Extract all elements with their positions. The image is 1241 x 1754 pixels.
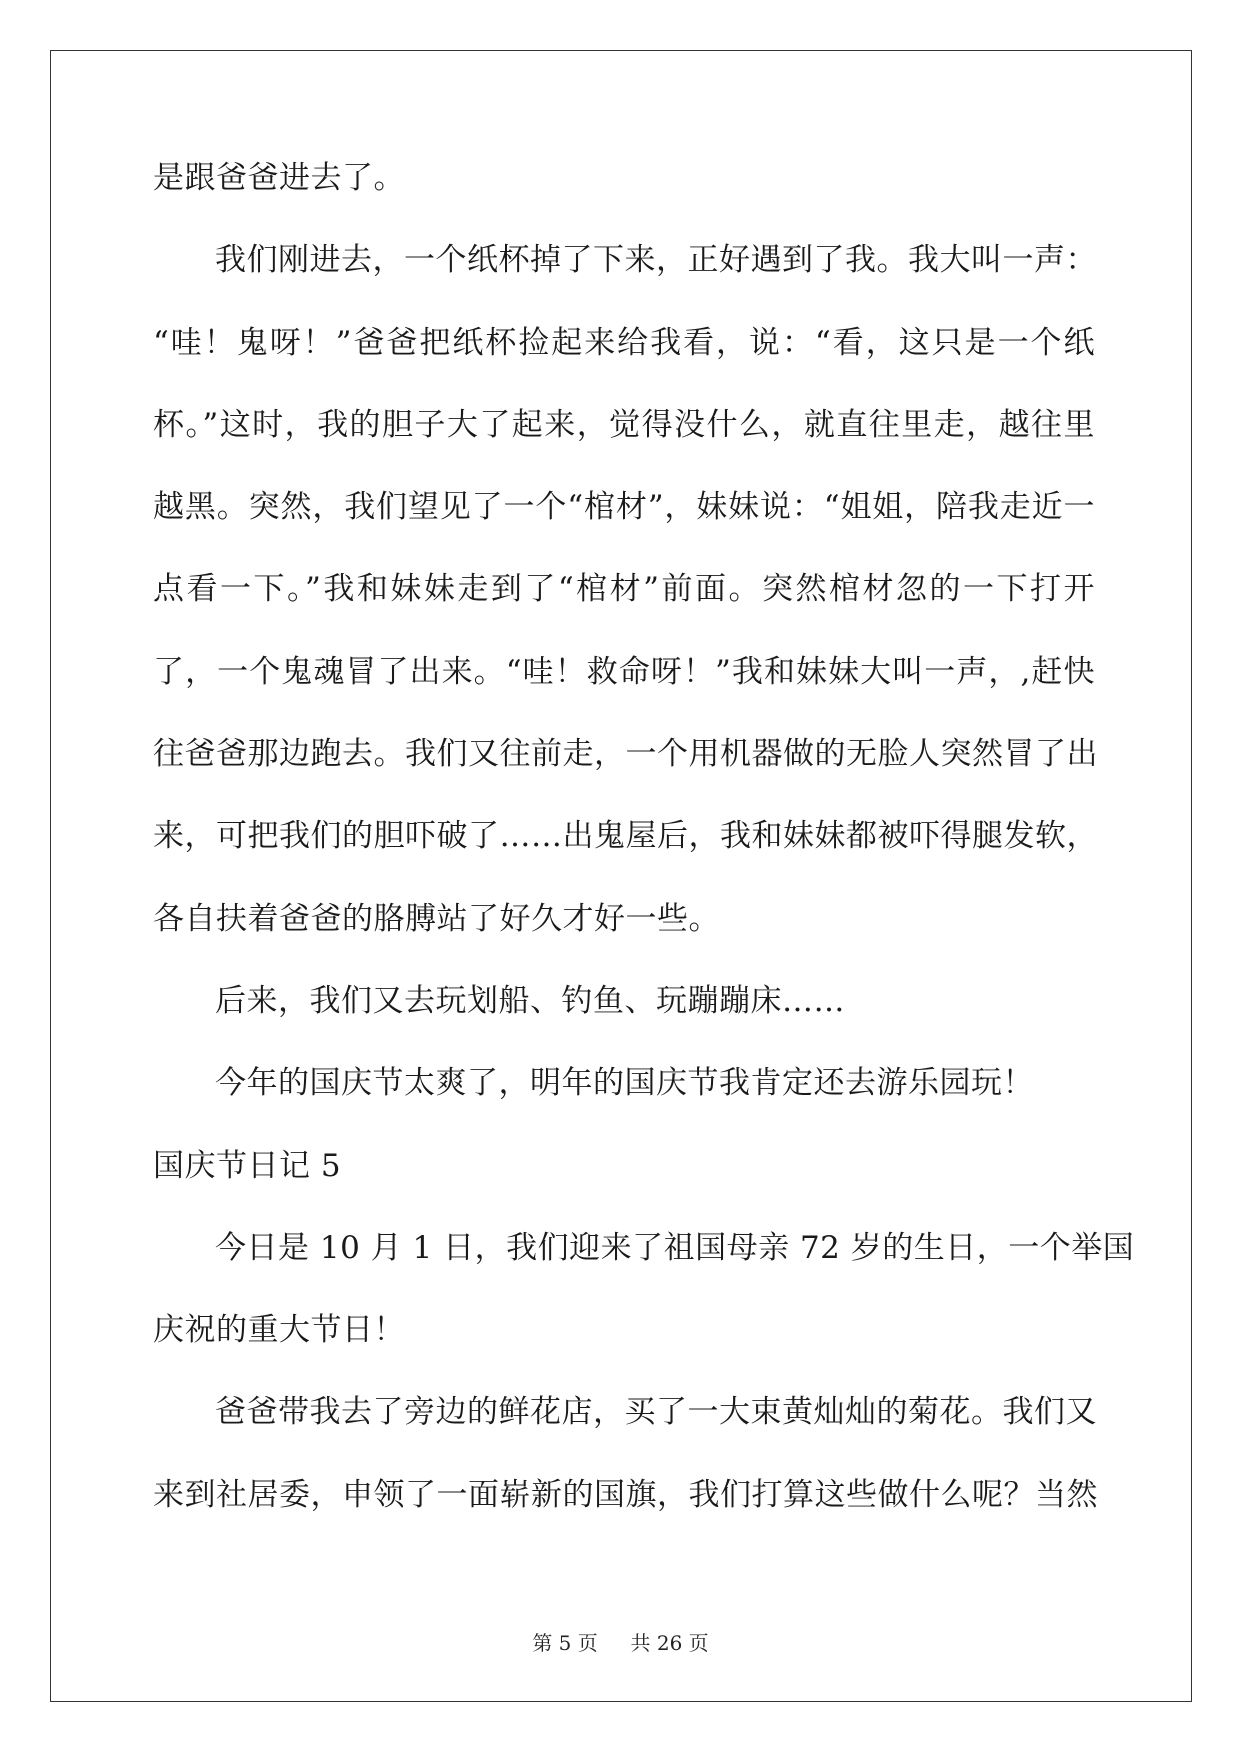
text-line: 往爸爸那边跑去。我们又往前走，一个用机器做的无脸人突然冒了出	[153, 736, 1098, 773]
text-line: 点看一下。”我和妹妹走到了“棺材”前面。突然棺材忽的一下打开	[153, 571, 1095, 608]
text-line: 各自扶着爸爸的胳膊站了好久才好一些。	[153, 900, 720, 937]
section-heading: 国庆节日记 5	[153, 1147, 342, 1184]
text-line: 今日是 10 月 1 日，我们迎来了祖国母亲 72 岁的生日，一个举国	[215, 1229, 1135, 1266]
text-line: 来，可把我们的胆吓破了……出鬼屋后，我和妹妹都被吓得腿发软，	[153, 818, 1098, 855]
total-pages: 共 26 页	[630, 1631, 709, 1655]
text-line: 了，一个鬼魂冒了出来。“哇！救命呀！”我和妹妹大叫一声，,赶快	[153, 653, 1095, 690]
text-line: 杯。”这时，我的胆子大了起来，觉得没什么，就直往里走，越往里	[153, 406, 1095, 443]
text-line: “哇！鬼呀！”爸爸把纸杯捡起来给我看，说：“看，这只是一个纸	[153, 324, 1095, 361]
text-line: 爸爸带我去了旁边的鲜花店，买了一大束黄灿灿的菊花。我们又	[215, 1394, 1097, 1431]
document-body	[153, 158, 1135, 1557]
text-line: 越黑。突然，我们望见了一个“棺材”，妹妹说：“姐姐，陪我走近一	[153, 489, 1095, 526]
text-line: 我们刚进去，一个纸杯掉了下来，正好遇到了我。我大叫一声：	[215, 242, 1097, 279]
text-line: 来到社居委，申领了一面崭新的国旗，我们打算这些做什么呢？当然	[153, 1476, 1098, 1513]
text-line: 是跟爸爸进去了。	[153, 160, 405, 196]
text-line: 今年的国庆节太爽了，明年的国庆节我肯定还去游乐园玩！	[215, 1065, 1034, 1102]
page-footer	[0, 1630, 1241, 1656]
page-number: 第 5 页	[532, 1631, 598, 1655]
text-line: 后来，我们又去玩划船、钓鱼、玩蹦蹦床……	[215, 982, 845, 1019]
text-line: 庆祝的重大节日！	[153, 1312, 405, 1349]
